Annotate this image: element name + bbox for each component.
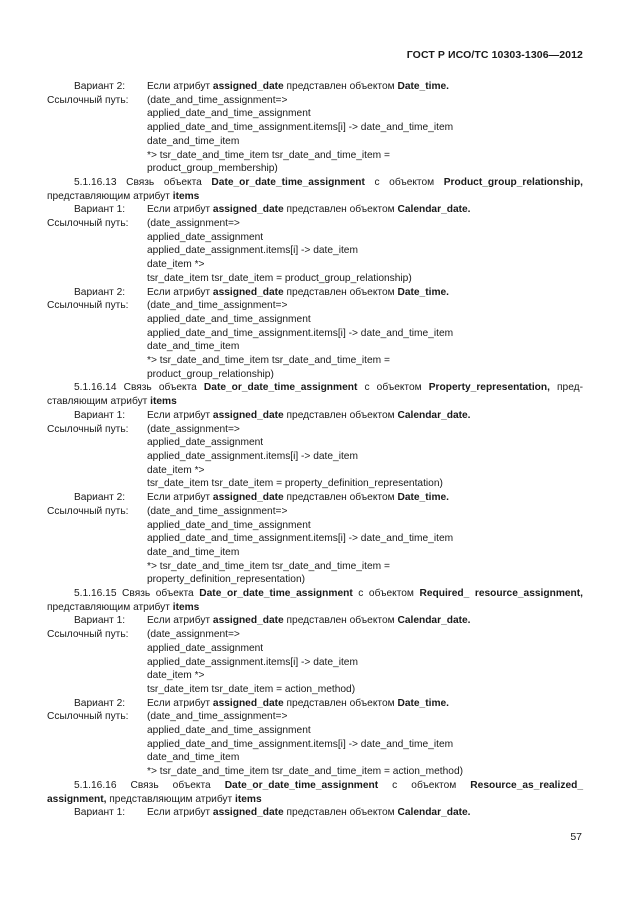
- section-heading-tail: ставляющим атрибут items: [47, 396, 177, 408]
- ref-path-label: Ссылочный путь:: [47, 94, 129, 106]
- path-line: *> tsr_date_and_time_item tsr_date_and_time_item =: [147, 560, 390, 572]
- section-heading-5-1-16-13: 5.1.16.13 Связь объекта Date_or_date_time_assignment с объектом Product_group_relationship,: [74, 176, 583, 188]
- section-heading-5-1-16-14: 5.1.16.14 Связь объекта Date_or_date_time_assignment с объектом Property_representation, пред-: [74, 382, 583, 394]
- document-header: ГОСТ Р ИСО/ТС 10303-1306—2012: [406, 49, 583, 61]
- ref-path-line: [47, 94, 583, 108]
- section-heading-tail: представляющим атрибут items: [47, 601, 200, 613]
- section-heading-tail: assignment, представляющим атрибут items: [47, 793, 262, 805]
- variant-line: [47, 697, 583, 711]
- page-number: 57: [570, 831, 582, 843]
- variant-label: Вариант 1:: [74, 807, 126, 819]
- variant-label: Вариант 1:: [74, 409, 126, 421]
- path-line: *> tsr_date_and_time_item tsr_date_and_time_item =: [147, 355, 390, 367]
- variant-line: [47, 409, 583, 423]
- ref-path-label: Ссылочный путь:: [47, 711, 129, 723]
- section-heading-5-1-16-15: 5.1.16.15 Связь объекта Date_or_date_time_assignment с объектом Required_ resource_assignment,: [74, 588, 584, 600]
- path-line: applied_date_assignment.items[i] -> date_item: [147, 656, 358, 668]
- path-line: date_item *>: [147, 464, 205, 476]
- path-line: applied_date_assignment: [147, 437, 264, 449]
- path-line: (date_assignment=>: [147, 423, 240, 435]
- path-line: tsr_date_item tsr_date_item = property_definition_representation): [147, 478, 443, 490]
- variant-label: Вариант 1:: [74, 615, 126, 627]
- variant-line: [47, 286, 583, 300]
- path-line: date_and_time_item: [147, 752, 240, 764]
- variant-text: Если атрибут assigned_date представлен объектом Date_time.: [147, 286, 449, 298]
- path-line: tsr_date_item tsr_date_item = product_group_relationship): [147, 272, 412, 284]
- section-heading-5-1-16-16: 5.1.16.16 Связь объекта Date_or_date_time_assignment с объектом Resource_as_realized_: [74, 779, 583, 791]
- ref-path-label: Ссылочный путь:: [47, 300, 129, 312]
- ref-path-label: Ссылочный путь:: [47, 505, 129, 517]
- variant-line: [47, 203, 583, 217]
- path-line: product_group_relationship): [147, 368, 274, 380]
- variant-label: Вариант 1:: [74, 204, 126, 216]
- path-line: applied_date_and_time_assignment.items[i] -> date_and_time_item: [147, 122, 454, 134]
- variant-text: Если атрибут assigned_date представлен объектом Date_time.: [147, 81, 449, 92]
- path-line: *> tsr_date_and_time_item tsr_date_and_time_item = action_method): [147, 766, 464, 778]
- path-line: date_and_time_item: [147, 341, 240, 353]
- variant-line: [47, 80, 583, 94]
- ref-path-label: Ссылочный путь:: [47, 423, 129, 435]
- path-line: product_group_membership): [147, 163, 278, 175]
- path-line: date_and_time_item: [147, 135, 240, 147]
- variant-label: Вариант 2:: [74, 81, 126, 92]
- variant-line: [47, 806, 583, 820]
- variant-text: Если атрибут assigned_date представлен объектом Calendar_date.: [147, 807, 471, 819]
- path-line: date_item *>: [147, 259, 205, 271]
- variant-text: Если атрибут assigned_date представлен объектом Calendar_date.: [147, 204, 471, 216]
- path-line: date_item *>: [147, 670, 205, 682]
- path-line: (date_and_time_assignment=>: [147, 505, 288, 517]
- path-line: *> tsr_date_and_time_item tsr_date_and_time_item =: [147, 149, 390, 161]
- path-line: applied_date_and_time_assignment.items[i] -> date_and_time_item: [147, 327, 454, 339]
- variant-label: Вариант 2:: [74, 286, 126, 298]
- path-line: applied_date_assignment.items[i] -> date_item: [147, 450, 358, 462]
- path-line: applied_date_assignment.items[i] -> date_item: [147, 245, 358, 257]
- path-line: applied_date_and_time_assignment: [147, 313, 311, 325]
- path-line: applied_date_and_time_assignment: [147, 108, 311, 120]
- variant-text: Если атрибут assigned_date представлен объектом Date_time.: [147, 697, 449, 709]
- path-line: applied_date_and_time_assignment.items[i] -> date_and_time_item: [147, 533, 454, 545]
- path-line: (date_and_time_assignment=>: [147, 94, 288, 106]
- variant-text: Если атрибут assigned_date представлен объектом Date_time.: [147, 492, 449, 504]
- path-line: applied_date_and_time_assignment: [147, 519, 311, 531]
- variant-line: [47, 491, 583, 505]
- path-line: applied_date_assignment: [147, 231, 264, 243]
- path-line: applied_date_and_time_assignment: [147, 725, 311, 737]
- path-line: (date_assignment=>: [147, 629, 240, 641]
- path-line: date_and_time_item: [147, 546, 240, 558]
- section-heading-tail: представляющим атрибут items: [47, 190, 200, 202]
- path-line: tsr_date_item tsr_date_item = action_method): [147, 683, 356, 695]
- path-line: applied_date_assignment: [147, 642, 264, 654]
- variant-label: Вариант 2:: [74, 697, 126, 709]
- document-body: [47, 80, 583, 820]
- variant-label: Вариант 2:: [74, 492, 126, 504]
- ref-path-label: Ссылочный путь:: [47, 218, 129, 230]
- path-line: applied_date_and_time_assignment.items[i] -> date_and_time_item: [147, 738, 454, 750]
- path-line: (date_and_time_assignment=>: [147, 300, 288, 312]
- path-line: (date_assignment=>: [147, 218, 240, 230]
- path-line: (date_and_time_assignment=>: [147, 711, 288, 723]
- variant-text: Если атрибут assigned_date представлен объектом Calendar_date.: [147, 409, 471, 421]
- ref-path-label: Ссылочный путь:: [47, 629, 129, 641]
- path-line: property_definition_representation): [147, 574, 306, 586]
- variant-text: Если атрибут assigned_date представлен объектом Calendar_date.: [147, 615, 471, 627]
- variant-line: [47, 614, 583, 628]
